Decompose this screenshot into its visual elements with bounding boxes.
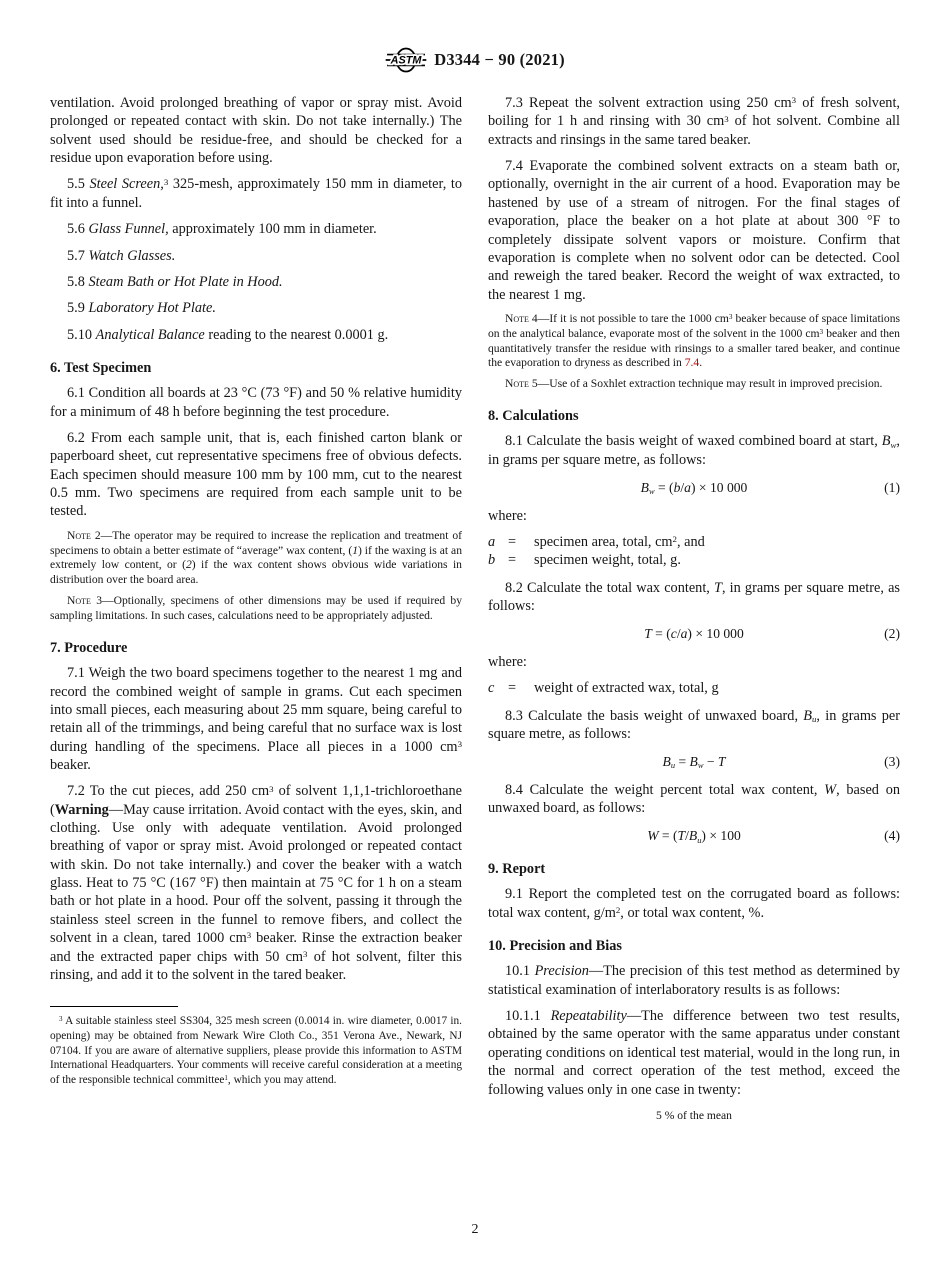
text-segment: B bbox=[803, 707, 812, 724]
text-segment: 325-mesh, approximately 150 mm in diameter, to fit into a funnel. bbox=[50, 176, 462, 211]
text-segment: —May cause irritation. Avoid contact with the eyes, skin, and clothing. Use only with adequate ventilation. Avoid prolonged breathing of vapor or spray mist. Avoid prolonged or repeated contact with skin. Do not take internally.) and cover the beaker with a watch glass. Heat to 75 °C (167 °F) then maintain at 75 °C for 1 h on a steam bath or hot plate in a hood. Pour off the solvent, passing it through the stainless steel screen in the funnel to remove fibers, and collect the solvent in a clean, tared 1000 cm bbox=[50, 801, 462, 947]
text-segment: ) if the wax content shows obvious wide variations in distribution over the board area. bbox=[50, 558, 462, 587]
page-number: 2 bbox=[471, 1222, 479, 1237]
text-segment: Repeatability bbox=[550, 1008, 627, 1025]
equation-number: (4) bbox=[884, 828, 900, 844]
definition-text bbox=[534, 679, 900, 697]
text-segment: Steam Bath or Hot Plate in Hood. bbox=[88, 273, 283, 290]
definition-list bbox=[488, 679, 900, 697]
note-paragraph bbox=[50, 529, 462, 588]
body-paragraph bbox=[488, 157, 900, 304]
text-segment: c bbox=[670, 626, 677, 642]
definition-text bbox=[534, 551, 900, 569]
two-column-body bbox=[50, 94, 900, 1130]
text-segment: Steel Screen, bbox=[89, 176, 164, 193]
note-paragraph bbox=[488, 377, 900, 392]
text-segment: 3 bbox=[724, 113, 729, 124]
body-paragraph bbox=[488, 579, 900, 616]
text-segment: a bbox=[684, 480, 691, 496]
equation-number: (2) bbox=[884, 626, 900, 642]
text-segment: ) × 10 000 bbox=[690, 480, 748, 496]
text-segment: B bbox=[662, 754, 671, 770]
footnote-text bbox=[50, 1014, 462, 1087]
text-segment: 5.5 bbox=[67, 176, 90, 193]
text-segment: 2 bbox=[185, 558, 192, 572]
text-segment: T bbox=[644, 626, 652, 642]
body-paragraph bbox=[488, 94, 900, 149]
body-paragraph bbox=[488, 432, 900, 469]
text-segment: w bbox=[890, 439, 897, 450]
body-paragraph bbox=[50, 429, 462, 521]
text-segment: 3 bbox=[728, 312, 733, 321]
text-segment: B bbox=[881, 433, 891, 450]
section-heading: 8. Calculations bbox=[488, 408, 579, 425]
text-segment: 2 bbox=[615, 904, 621, 915]
section-heading: 6. Test Specimen bbox=[50, 359, 152, 376]
definition-row bbox=[488, 679, 900, 697]
equals-sign: = bbox=[508, 552, 517, 569]
text-segment: = ( bbox=[651, 626, 671, 642]
footnote-divider bbox=[50, 1006, 178, 1007]
text-segment: a bbox=[488, 533, 496, 550]
definition-list bbox=[488, 533, 900, 570]
body-paragraph bbox=[488, 507, 900, 525]
body-paragraph bbox=[488, 781, 900, 818]
text-segment: 3 bbox=[163, 176, 169, 187]
body-paragraph bbox=[50, 782, 462, 984]
text-segment: − bbox=[703, 754, 718, 770]
body-paragraph bbox=[50, 664, 462, 774]
text-segment: . bbox=[699, 356, 703, 370]
text-segment: , and bbox=[676, 533, 705, 550]
equation-number: (3) bbox=[884, 754, 900, 770]
text-segment: specimen area, total, cm bbox=[534, 533, 673, 550]
centered-value: 5 % of the mean bbox=[656, 1108, 732, 1122]
section-heading: 9. Report bbox=[488, 860, 546, 877]
text-segment: , or total wax content, %. bbox=[620, 904, 765, 921]
text-segment: 5.7 bbox=[67, 247, 89, 264]
body-paragraph bbox=[488, 653, 900, 671]
equation bbox=[488, 479, 900, 496]
text-segment: T bbox=[714, 579, 722, 596]
body-paragraph bbox=[488, 962, 900, 999]
text-segment: where: bbox=[488, 507, 527, 524]
text-segment: 3 bbox=[457, 738, 462, 749]
text-segment: A suitable stainless steel SS304, 325 mesh screen (0.0014 in. wire diameter, 0.0017 in. opening) may be obtained from Newark Wire Cloth Co., 351 Verona Ave., Newark, NJ 07104. If you are aware of alternative suppliers, please provide this information to ASTM International Headquarters. Your comments will receive careful consideration at a meeting of the responsible technical committee bbox=[50, 1015, 462, 1086]
text-segment: Note bbox=[505, 377, 529, 391]
definition-row bbox=[488, 533, 900, 551]
astm-logo bbox=[385, 46, 427, 74]
text-segment: a bbox=[680, 626, 688, 642]
text-segment: 5.10 bbox=[67, 326, 96, 343]
page-header bbox=[50, 46, 900, 74]
body-paragraph bbox=[488, 885, 900, 922]
text-segment: Note bbox=[505, 311, 529, 325]
text-segment: weight of extracted wax, total, g bbox=[534, 680, 719, 697]
cross-reference-link[interactable]: 7.4 bbox=[684, 356, 700, 370]
equation bbox=[488, 625, 900, 642]
text-segment: —The precision of this test method as determined by statistical examination of interlaboratory results is as follows: bbox=[488, 963, 901, 998]
text-segment: 6.2 From each sample unit, that is, each finished carton blank or paperboard sheet, cut representative specimens free of obvious defects. Each specimen should measure 100 mm by 100 mm, cut to the nearest 0.5 mm. Two specimens are required from each sample unit to be tested. bbox=[50, 430, 462, 520]
text-segment: —The difference between two test results, obtained by the same operator with the same apparatus under constant operating conditions on identical test material, would in the long run, in the normal and correct operation of the test method, exceed the following values only in one case in twenty: bbox=[488, 1008, 900, 1098]
left-column bbox=[50, 94, 462, 1130]
text-segment: = ( bbox=[654, 480, 674, 496]
equation bbox=[488, 827, 900, 844]
text-segment: ventilation. Avoid prolonged breathing of vapor or spray mist. Avoid prolonged or repeated contact with skin. Do not take internally.) The solvent used should be residue-free, and should be checked for a residue upon evaporation before using. bbox=[50, 95, 462, 167]
section-heading: 7. Procedure bbox=[50, 639, 128, 656]
body-paragraph bbox=[50, 94, 462, 167]
definition-text bbox=[534, 533, 900, 551]
text-segment: of fresh solvent, boiling for 1 h and rinsing with 30 cm bbox=[488, 95, 900, 130]
text-segment: 7.4 Evaporate the combined solvent extracts on a steam bath or, optionally, overnight in the air current of a hood. Evaporation may be hastened by use of a stream of nitrogen. For the final stages of evaporation, place the beaker on a hot plate at about 300 °F to completely dissipate solvent vapors or moisture. Confirm that evaporation is complete when no solvent odor can be detected. Cool and reweigh the tared beaker. Record the weight of wax extracted, to the nearest 1 mg. bbox=[488, 158, 900, 303]
text-segment: u bbox=[670, 760, 676, 771]
body-paragraph bbox=[50, 175, 462, 212]
text-segment: 10.1 bbox=[505, 963, 535, 980]
text-segment: b bbox=[673, 480, 681, 496]
text-segment: B bbox=[688, 828, 698, 844]
text-segment: 3 bbox=[246, 930, 252, 941]
left-column-blocks bbox=[50, 94, 462, 984]
text-segment: ) × 100 bbox=[701, 828, 741, 844]
definition-symbol bbox=[488, 533, 508, 551]
text-segment: Laboratory Hot Plate. bbox=[88, 300, 216, 317]
text-segment: = ( bbox=[658, 828, 678, 844]
text-segment: 5—Use of a Soxhlet extraction technique may result in improved precision. bbox=[528, 377, 883, 391]
text-segment: Warning bbox=[54, 801, 109, 818]
body-paragraph bbox=[488, 707, 900, 744]
text-segment: beaker. bbox=[50, 756, 91, 773]
body-paragraph bbox=[488, 1007, 900, 1099]
text-segment: of hot solvent, filter this rinsing, and add it to the solvent in the tared beaker. bbox=[50, 948, 462, 983]
note-paragraph bbox=[488, 312, 900, 371]
text-segment: beaker. Rinse the extraction beaker and the extracted paper chips with 50 cm bbox=[50, 930, 462, 965]
text-segment: , based on unwaxed board, as follows: bbox=[488, 781, 900, 817]
body-paragraph bbox=[50, 326, 462, 344]
text-segment: 7.2 To the cut pieces, add 250 cm bbox=[67, 783, 270, 800]
equals-sign: = bbox=[508, 680, 517, 697]
equation bbox=[488, 753, 900, 770]
text-segment: 3 bbox=[269, 783, 274, 794]
definition-symbol bbox=[488, 551, 508, 569]
text-segment: Glass Funnel, bbox=[88, 221, 169, 238]
text-segment: 10.1.1 bbox=[505, 1008, 551, 1025]
definition-row bbox=[488, 551, 900, 569]
text-segment: , in grams per square metre, as follows: bbox=[488, 433, 900, 468]
definition-symbol bbox=[488, 679, 508, 697]
right-column bbox=[488, 94, 900, 1130]
body-paragraph bbox=[50, 299, 462, 317]
text-segment: 1 bbox=[224, 1074, 228, 1083]
text-segment: 5.9 bbox=[67, 300, 89, 317]
text-segment: 8.3 Calculate the basis weight of unwaxed board, bbox=[505, 707, 804, 724]
note-paragraph bbox=[50, 594, 462, 624]
astm-logo-text: ASTM bbox=[390, 54, 422, 67]
text-segment: 3 bbox=[819, 327, 824, 336]
text-segment: / bbox=[680, 480, 685, 496]
text-segment: 8.1 Calculate the basis weight of waxed combined board at start, bbox=[505, 433, 882, 450]
text-segment: Note bbox=[67, 528, 91, 542]
equation-body bbox=[644, 626, 744, 641]
text-segment: 2—The operator may be required to increase the replication and treatment of specimens to obtain a better estimate of “average” wax content, ( bbox=[50, 528, 462, 557]
text-segment: 3—Optionally, specimens of other dimensions may be used if required by sampling limitations. In such cases, calculations need to be appropriately adjusted. bbox=[50, 594, 462, 622]
text-segment: = bbox=[675, 754, 690, 770]
text-segment: 2 bbox=[672, 534, 677, 545]
text-segment: of hot solvent. Combine all extracts and rinsings in the same tared beaker. bbox=[488, 113, 900, 148]
text-segment: Note bbox=[67, 594, 91, 608]
text-segment: b bbox=[488, 552, 496, 569]
text-segment: Analytical Balance bbox=[95, 326, 205, 343]
text-segment: where: bbox=[488, 653, 527, 670]
text-segment: W bbox=[824, 781, 837, 798]
text-segment: 5.6 bbox=[67, 221, 89, 238]
text-segment: reading to the nearest 0.0001 g. bbox=[204, 326, 389, 343]
text-segment: 6.1 Condition all boards at 23 °C (73 °F) and 50 % relative humidity for a minimum of 48 h before beginning the test procedure. bbox=[50, 385, 462, 420]
equation-number: (1) bbox=[884, 480, 900, 496]
text-segment: beaker because of space limitations on the analytical balance, evaporate most of the solvent in the 1000 cm bbox=[488, 311, 901, 340]
standard-designation: D3344 − 90 (2021) bbox=[434, 50, 565, 69]
text-segment: w bbox=[648, 486, 655, 497]
text-segment: 3 bbox=[791, 95, 797, 106]
text-segment: , which you may attend. bbox=[227, 1073, 337, 1086]
body-paragraph bbox=[50, 384, 462, 421]
text-segment: u bbox=[811, 713, 817, 724]
text-segment: 3 bbox=[59, 1015, 63, 1024]
equation-body bbox=[647, 828, 741, 843]
text-segment: 7.1 Weigh the two board specimens together to the nearest 1 mg and record the combined weight of sample in grams. Cut each specimen into small pieces, each measuring about 25 mm square, being careful to retain all of the trimmings, and being careful that no surface wax is lost during handling of the specimens. Place all pieces in a 1000 cm bbox=[50, 665, 462, 755]
text-segment: B bbox=[689, 754, 698, 770]
section-heading: 10. Precision and Bias bbox=[488, 938, 622, 955]
footnote bbox=[50, 1006, 462, 1087]
text-segment: w bbox=[697, 760, 704, 771]
text-segment: / bbox=[676, 626, 681, 642]
text-segment: Watch Glasses. bbox=[88, 247, 176, 264]
text-segment: / bbox=[685, 828, 689, 844]
text-segment: 8.2 Calculate the total wax content, bbox=[505, 579, 715, 596]
body-paragraph bbox=[50, 273, 462, 291]
text-segment: T bbox=[677, 828, 686, 844]
text-segment: , in grams per square metre, as follows: bbox=[488, 579, 900, 615]
text-segment: ) × 10 000 bbox=[687, 626, 744, 642]
text-segment: , in grams per square metre, as follows: bbox=[488, 707, 900, 742]
text-segment: T bbox=[717, 754, 726, 770]
equation-body bbox=[641, 480, 748, 495]
text-segment: beaker and then quantitatively transfer the residue with rinsings to a smaller tared beaker, and continue the evaporation to dryness as described in bbox=[488, 326, 900, 370]
text-segment: 9.1 Report the completed test on the corrugated board as follows: total wax content, g/m bbox=[488, 886, 900, 921]
text-segment: B bbox=[640, 480, 649, 496]
body-paragraph bbox=[50, 247, 462, 265]
equals-sign: = bbox=[508, 533, 517, 550]
text-segment: approximately 100 mm in diameter. bbox=[168, 221, 377, 238]
text-segment: Precision bbox=[534, 963, 589, 980]
text-segment: 1 bbox=[352, 543, 358, 557]
text-segment: c bbox=[488, 680, 495, 697]
text-segment: specimen weight, total, g. bbox=[534, 552, 681, 569]
text-segment: 7.3 Repeat the solvent extraction using 250 cm bbox=[505, 95, 792, 111]
text-segment: 8.4 Calculate the weight percent total wax content, bbox=[505, 781, 825, 798]
text-segment: ) if the waxing is at an extremely low content, or ( bbox=[50, 543, 462, 572]
body-paragraph bbox=[50, 220, 462, 238]
text-segment: 3 bbox=[303, 948, 308, 959]
text-segment: 4—If it is not possible to tare the 1000 cm bbox=[528, 311, 729, 325]
text-segment: 5.8 bbox=[67, 273, 89, 290]
text-segment: W bbox=[647, 828, 659, 844]
equation-body bbox=[663, 754, 726, 769]
text-segment: of solvent 1,1,1-trichloroethane ( bbox=[50, 783, 462, 818]
text-segment: u bbox=[697, 834, 702, 845]
